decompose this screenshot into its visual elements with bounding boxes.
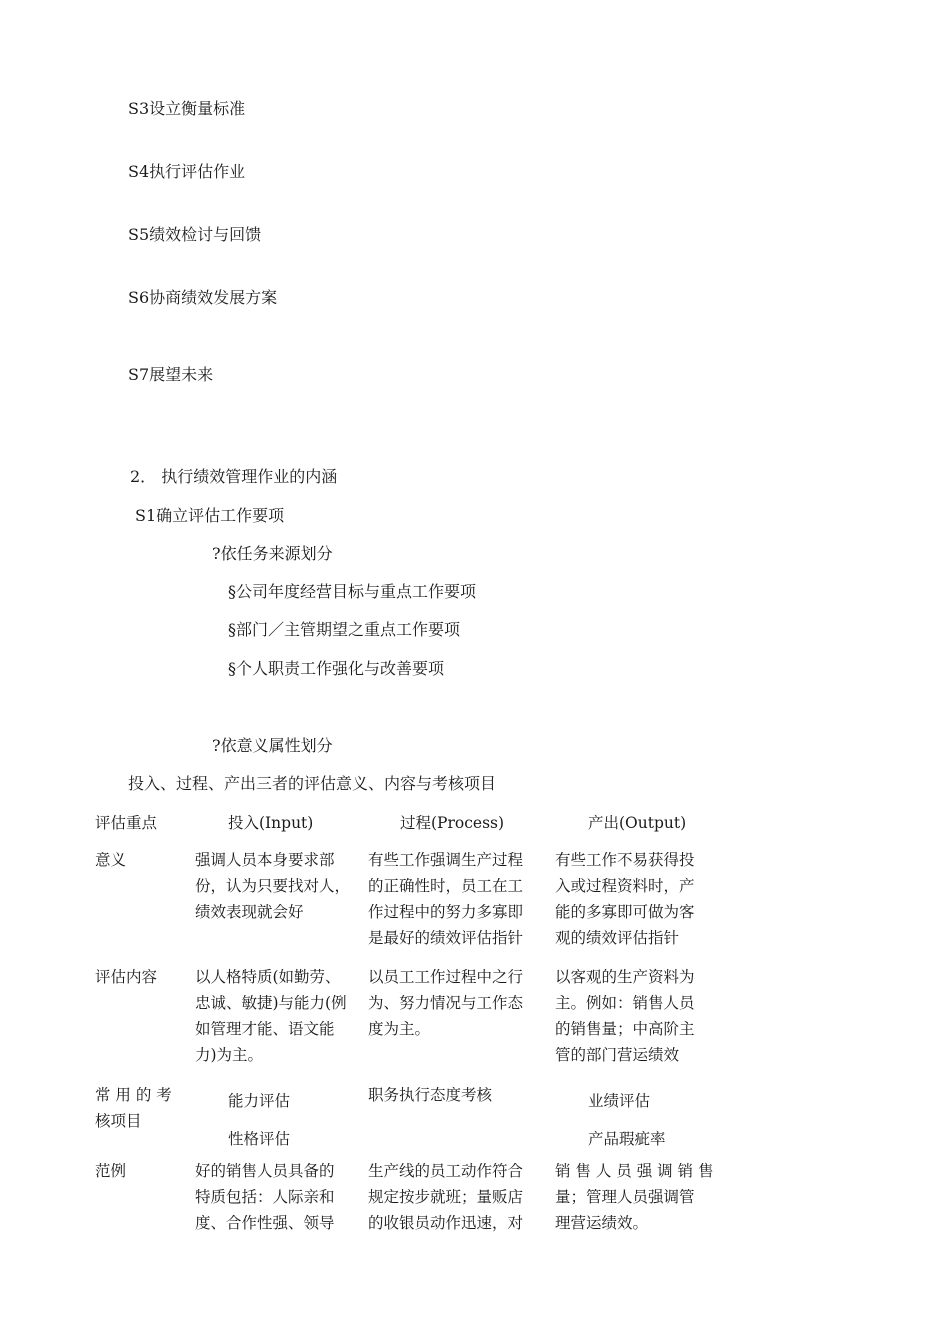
table-row-label — [95, 1158, 126, 1184]
cell-line: 特质包括：人际亲和 — [195, 1188, 335, 1206]
table-header-focus: 评估重点 — [95, 814, 158, 832]
cell-line: 忠诚、敏捷)与能力(例 — [195, 994, 347, 1012]
cell-line: 量；管理人员强调管 — [555, 1188, 695, 1206]
cell-line: 绩效表现就会好 — [195, 903, 304, 921]
cell-line: 度、合作性强、领导 — [195, 1214, 335, 1232]
table-header-output: 产出(Output) — [588, 814, 687, 832]
cell-line: 以人格特质(如勤劳、 — [195, 968, 341, 986]
step-s3: S3设立衡量标准 — [128, 99, 246, 118]
step-s7: S7展望未来 — [128, 365, 214, 384]
step-s6: S6协商绩效发展方案 — [128, 288, 278, 307]
table-caption: 投入、过程、产出三者的评估意义、内容与考核项目 — [128, 774, 497, 793]
cell-line: 范例 — [95, 1162, 127, 1180]
cell-line: 能力评估 — [228, 1092, 291, 1110]
table-cell-input — [195, 1158, 335, 1236]
cell-line: 常 用 的 考 — [95, 1086, 172, 1104]
cell-line: 是最好的绩效评估指针 — [368, 929, 524, 947]
source-item: §部门／主管期望之重点工作要项 — [228, 620, 461, 639]
cell-line: 以客观的生产资料为 — [555, 968, 695, 986]
cell-line: 有些工作强调生产过程 — [368, 851, 524, 869]
table-header-input: 投入(Input) — [228, 814, 314, 832]
cell-line: 产品瑕疵率 — [588, 1130, 666, 1148]
table-row-label — [95, 847, 126, 873]
cell-line: 如管理才能、语文能 — [195, 1020, 335, 1038]
cell-line: 入或过程资料时，产 — [555, 877, 695, 895]
cell-line: 能的多寡即可做为客 — [555, 903, 695, 921]
table-cell-output — [555, 847, 695, 951]
cell-line: 的收银员动作迅速，对 — [368, 1214, 524, 1232]
cell-line: 的正确性时，员工在工 — [368, 877, 524, 895]
cell-line: 主。例如：销售人员 — [555, 994, 695, 1012]
cell-line: 业绩评估 — [588, 1092, 651, 1110]
by-source-heading: ?依任务来源划分 — [212, 544, 333, 563]
cell-line: 意义 — [95, 851, 127, 869]
cell-line: 以员工工作过程中之行 — [368, 968, 524, 986]
cell-line: 有些工作不易获得投 — [555, 851, 695, 869]
cell-line: 评估内容 — [95, 968, 158, 986]
cell-line: 作过程中的努力多寡即 — [368, 903, 524, 921]
cell-line: 生产线的员工动作符合 — [368, 1162, 524, 1180]
section-heading: 2． 执行绩效管理作业的内涵 — [130, 467, 338, 486]
cell-line: 为、努力情况与工作态 — [368, 994, 524, 1012]
table-cell-input — [228, 1082, 290, 1158]
cell-line: 理营运绩效。 — [555, 1214, 649, 1232]
cell-line: 度为主。 — [368, 1020, 431, 1038]
table-cell-process — [368, 1082, 492, 1108]
cell-line: 管的部门营运绩效 — [555, 1046, 680, 1064]
step-s5: S5绩效检讨与回馈 — [128, 225, 262, 244]
table-cell-output — [555, 1158, 714, 1236]
cell-line: 销 售 人 员 强 调 销 售 — [555, 1162, 714, 1180]
by-attribute-heading: ?依意义属性划分 — [212, 736, 333, 755]
table-cell-process — [368, 847, 523, 951]
cell-line: 职务执行态度考核 — [368, 1086, 493, 1104]
cell-line: 的销售量；中高阶主 — [555, 1020, 695, 1038]
cell-line: 好的销售人员具备的 — [195, 1162, 335, 1180]
table-header-process: 过程(Process) — [400, 814, 505, 832]
cell-line: 强调人员本身要求部 — [195, 851, 335, 869]
table-cell-process — [368, 964, 523, 1042]
table-row-label — [95, 964, 157, 990]
cell-line: 规定按步就班；量贩店 — [368, 1188, 524, 1206]
table-cell-process — [368, 1158, 523, 1236]
table-cell-input — [195, 847, 350, 925]
cell-line: 力)为主。 — [195, 1046, 264, 1064]
cell-line: 性格评估 — [228, 1130, 291, 1148]
table-cell-output — [588, 1082, 666, 1158]
cell-line: 份，认为只要找对人， — [195, 877, 351, 895]
step-s4: S4执行评估作业 — [128, 162, 246, 181]
cell-line: 观的绩效评估指针 — [555, 929, 680, 947]
sub-step-s1: S1确立评估工作要项 — [135, 506, 285, 525]
table-row-label — [95, 1082, 172, 1134]
cell-line: 核项目 — [95, 1112, 142, 1130]
source-item: §公司年度经营目标与重点工作要项 — [228, 582, 477, 601]
source-item: §个人职责工作强化与改善要项 — [228, 659, 445, 678]
table-cell-input — [195, 964, 347, 1068]
table-cell-output — [555, 964, 695, 1068]
